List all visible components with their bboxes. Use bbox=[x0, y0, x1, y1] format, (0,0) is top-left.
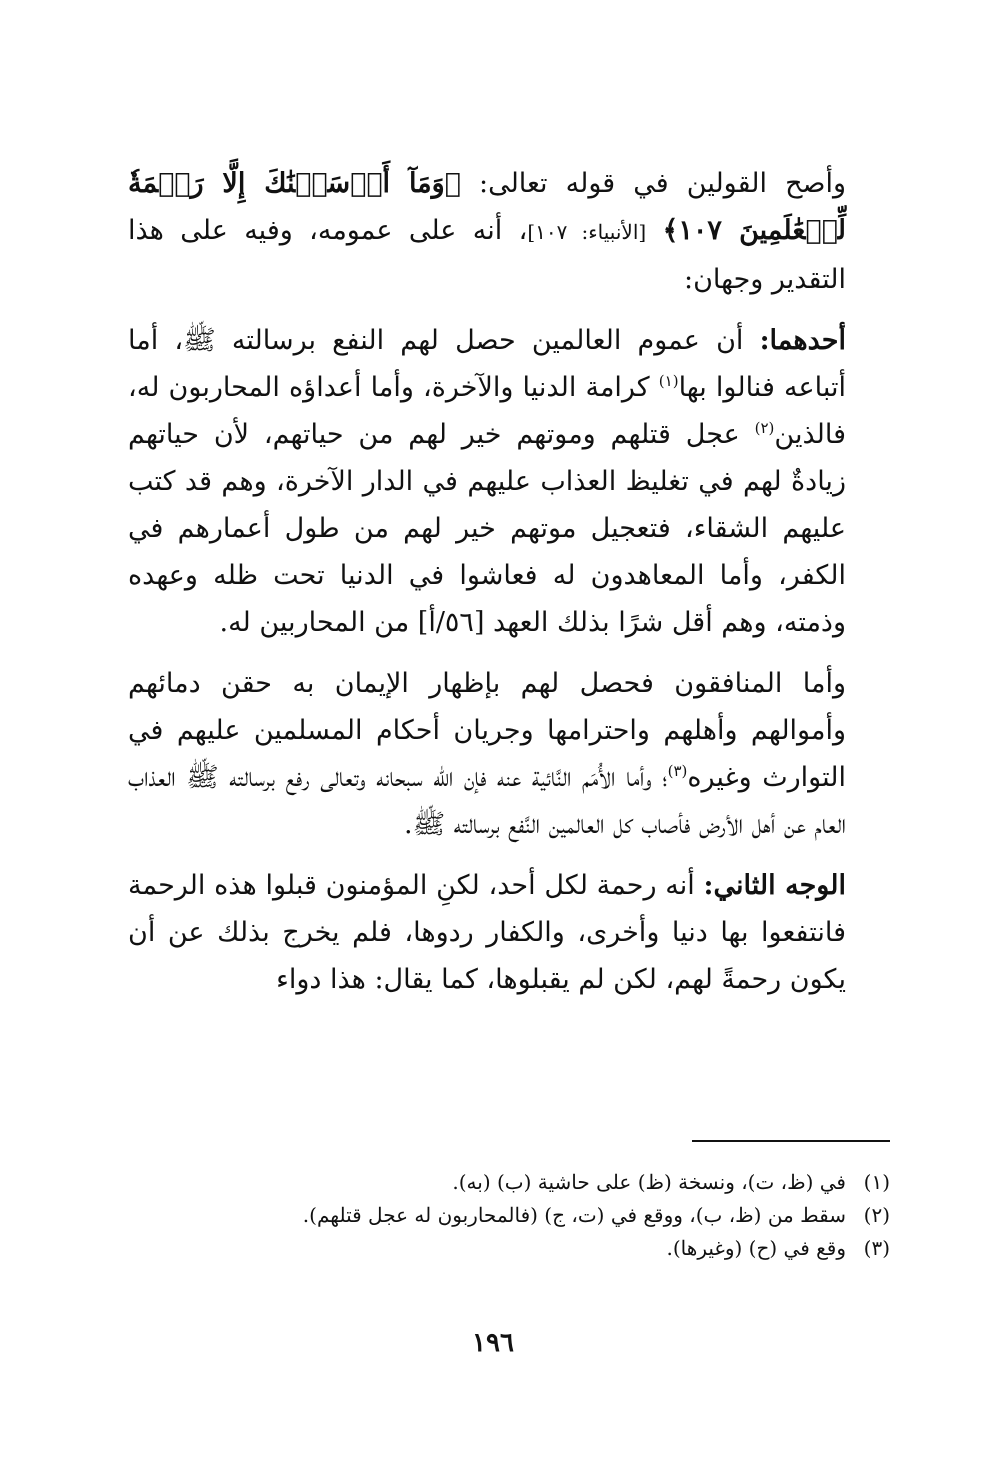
paragraph-first-aspect bbox=[128, 317, 890, 646]
footnote-text: في (ظ، ت)، ونسخة (ظ) على حاشية (ب) (به). bbox=[452, 1170, 846, 1194]
footnote-text: سقط من (ظ، ب)، ووقع في (ت، ج) (فالمحاربون له عجل قتلهم). bbox=[302, 1203, 846, 1227]
footnote-marker-2[interactable]: (٢) bbox=[754, 419, 775, 437]
footnote-number: (٢) bbox=[863, 1203, 890, 1227]
quran-verse: ﴿وَمَآ أَرۡسَلۡنَٰكَ إِلَّا رَحۡمَةٗ لِّلۡعَٰلَمِينَ ١٠٧﴾ bbox=[128, 168, 847, 246]
main-text bbox=[128, 160, 890, 1003]
footnote-marker-1[interactable]: (١) bbox=[658, 372, 679, 390]
second-aspect-heading: الوجه الثاني: bbox=[703, 870, 846, 901]
footnotes bbox=[128, 1166, 890, 1265]
footnote-number: (١) bbox=[863, 1170, 890, 1194]
paragraph-text: ؛ وأما الأُمَم النَّائية عنه فإن الله سبحانه وتعالى رفع برسالته ﷺ العذاب العام عن أهل الأرض فأصاب كل العالمين النَّفع برسالته ﷺ. bbox=[128, 762, 846, 840]
paragraph-hypocrites bbox=[128, 660, 890, 848]
footnote-3 bbox=[128, 1232, 890, 1265]
paragraph-text: أنه رحمة لكل أحد، لكنِ المؤمنون قبلوا هذه الرحمة فانتفعوا بها دنيا وأخرى، والكفار ردوها، فلم يخرج بذلك عن أن يكون رحمةً لهم، لكن لم يقبلوها، كما يقال: هذا دواء bbox=[128, 870, 846, 995]
paragraph-text: كرامة الدنيا والآخرة، وأما أعداؤه المحاربون له، فالذين bbox=[128, 372, 846, 450]
paragraph-text: وأما المنافقون فحصل لهم بإظهار الإيمان به حقن دمائهم وأموالهم وأهلهم واحترامها وجريان أحكام المسلمين عليهم في التوارث وغيره bbox=[128, 668, 847, 793]
footnote-marker-3[interactable]: (٣) bbox=[667, 762, 688, 780]
footnote-1 bbox=[128, 1166, 890, 1199]
first-aspect-heading: أحدهما: bbox=[759, 325, 846, 356]
intro-paragraph bbox=[128, 160, 890, 303]
footnote-text: وقع في (ح) (وغيرها). bbox=[666, 1236, 846, 1260]
paragraph-text: أن عموم العالمين حصل لهم النفع برسالته ﷺ، أما أتباعه فنالوا بها bbox=[128, 325, 846, 403]
verse-reference: [الأنبياء: ١٠٧] bbox=[527, 220, 647, 244]
footnote-2 bbox=[128, 1199, 890, 1232]
intro-text: وأصح القولين في قوله تعالى: bbox=[460, 168, 846, 199]
footnote-separator bbox=[692, 1140, 890, 1142]
paragraph-text: عجل قتلهم وموتهم خير لهم من حياتهم، لأن حياتهم زيادةٌ لهم في تغليظ العذاب عليهم في الدار الآخرة، وهم قد كتب عليهم الشقاء، فتعجيل موتهم خير لهم من طول أعمارهم في الكفر، وأما المعاهدون له فعاشوا في الدنيا تحت ظله وعهده وذمته، وهم أقل شرًا بذلك العهد [٥٦/أ] من المحاربين له. bbox=[128, 419, 846, 638]
page-number: ١٩٦ bbox=[472, 1328, 514, 1358]
paragraph-second-aspect bbox=[128, 862, 890, 1003]
footnote-number: (٣) bbox=[863, 1236, 890, 1260]
intro-rest: ، أنه على عمومه، وفيه على هذا التقدير وجهان: bbox=[128, 215, 846, 295]
